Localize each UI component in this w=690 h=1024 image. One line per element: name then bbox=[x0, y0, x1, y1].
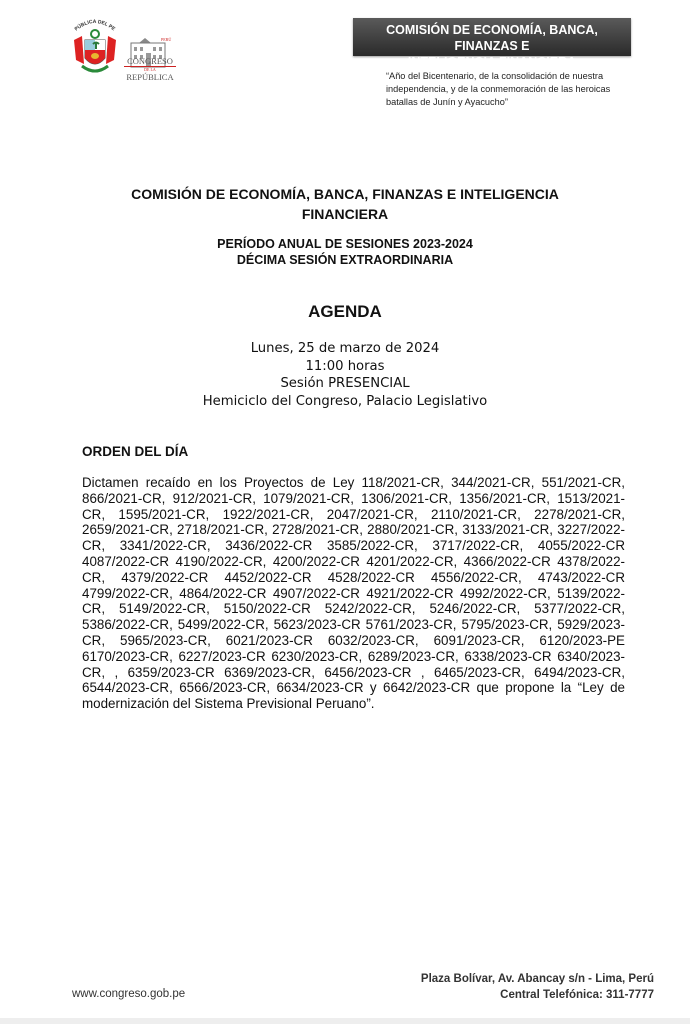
footer-website[interactable]: www.congreso.gob.pe bbox=[72, 988, 186, 1000]
motto-line: “Año del Bicentenario, de la consolidación de nuestra bbox=[386, 71, 604, 81]
paragraph-line: 4799/2022-CR, 4864/2022-CR 4907/2022-CR 4921/2022-CR 4992/2022-CR, 5139/2022- bbox=[82, 585, 625, 601]
banner-line: COMISIÓN DE ECONOMÍA, BANCA, FINANZAS E bbox=[386, 23, 598, 53]
logo-congreso-word: CONGRESO bbox=[124, 56, 176, 67]
year-motto bbox=[386, 70, 636, 109]
congreso-logo-text bbox=[124, 56, 176, 82]
paragraph-line: 4087/2022-CR 4190/2022-CR, 4200/2022-CR 4201/2022-CR, 4366/2022-CR 4378/2022- bbox=[82, 553, 625, 569]
footer-address: Plaza Bolívar, Av. Abancay s/n - Lima, Perú bbox=[420, 973, 654, 985]
session-label: DÉCIMA SESIÓN EXTRAORDINARIA bbox=[236, 253, 454, 267]
paragraph-line: CR, 4379/2022-CR 4452/2022-CR 4528/2022-CR 4556/2022-CR, 4743/2022-CR bbox=[82, 569, 625, 585]
title-line: COMISIÓN DE ECONOMÍA, BANCA, FINANZAS E INTELIGENCIA bbox=[131, 186, 559, 202]
paragraph-line: CR, 5965/2023-CR, 6021/2023-CR 6032/2023-CR, 6091/2023-CR, 6120/2023-PE bbox=[82, 632, 625, 648]
motto-line: independencia, y de la conmemoración de las heroicas bbox=[386, 84, 611, 94]
commission-banner bbox=[353, 18, 631, 69]
footer-phone: Central Telefónica: 311-7777 bbox=[500, 989, 654, 1001]
banner-line: INTELIGENCIA FINANCIERA bbox=[407, 55, 577, 69]
title-line: FINANCIERA bbox=[301, 206, 389, 222]
paragraph-line: 2659/2021-CR, 2718/2021-CR, 2728/2021-CR, 2880/2021-CR, 3133/2021-CR, 3227/2022- bbox=[82, 522, 625, 538]
logo-republica-word: REPÚBLICA bbox=[126, 72, 174, 82]
orden-del-dia-text bbox=[82, 475, 625, 712]
commission-title bbox=[0, 184, 690, 224]
paragraph-line: CR, 3341/2022-CR, 3436/2022-CR 3585/2022-CR, 3717/2022-CR, 4055/2022-CR bbox=[82, 538, 625, 554]
logo-dela-word: DE LA bbox=[144, 67, 156, 72]
session-mode: Sesión PRESENCIAL bbox=[280, 376, 410, 391]
logo-peru-word: PERÚ bbox=[161, 37, 172, 42]
session-place: Hemiciclo del Congreso, Palacio Legislativo bbox=[202, 393, 488, 409]
paragraph-line: 866/2021-CR, 912/2021-CR, 1079/2021-CR, 1306/2021-CR, 1356/2021-CR, 1513/2021- bbox=[82, 490, 625, 506]
page-bottom-edge bbox=[0, 1018, 690, 1024]
agenda-heading: AGENDA bbox=[308, 302, 382, 321]
paragraph-line: 6170/2023-CR, 6227/2023-CR 6230/2023-CR, 6289/2023-CR, 6338/2023-CR 6340/2023- bbox=[82, 648, 625, 664]
session-date: Lunes, 25 de marzo de 2024 bbox=[250, 341, 440, 356]
motto-line: batallas de Junín y Ayacucho” bbox=[386, 97, 508, 107]
shield-logo-text-path: PÚBLICA DEL PE bbox=[73, 18, 117, 33]
paragraph-line: CR, 5149/2022-CR, 5150/2022-CR 5242/2022-CR, 5246/2022-CR, 5377/2022-CR, bbox=[82, 601, 625, 617]
session-subtitle bbox=[0, 236, 690, 268]
orden-del-dia-heading: ORDEN DEL DÍA bbox=[82, 444, 189, 459]
paragraph-line: 5386/2022-CR, 5499/2022-CR, 5623/2023-CR 5761/2023-CR, 5795/2023-CR, 5929/2023- bbox=[82, 617, 625, 633]
session-info bbox=[0, 340, 690, 410]
paragraph-line: modernización del Sistema Previsional Peruano”. bbox=[82, 696, 375, 712]
peru-coat-of-arms-logo bbox=[70, 16, 120, 80]
paragraph-line: Dictamen recaído en los Proyectos de Ley 118/2021-CR, 344/2021-CR, 551/2021-CR, bbox=[82, 475, 625, 490]
paragraph-line: CR, 1595/2021-CR, 1922/2021-CR, 2047/2021-CR, 2110/2021-CR, 2278/2021-CR, bbox=[82, 506, 625, 522]
period-label: PERÍODO ANUAL DE SESIONES 2023-2024 bbox=[217, 237, 473, 251]
paragraph-line: CR, , 6359/2023-CR 6369/2023-CR, 6456/2023-CR , 6465/2023-CR, 6494/2023-CR, bbox=[82, 664, 625, 680]
paragraph-line: 6544/2023-CR, 6566/2023-CR, 6634/2023-CR y 6642/2023-CR que propone la “Ley de bbox=[82, 680, 625, 696]
session-time: 11:00 horas bbox=[305, 358, 385, 374]
footer-contact bbox=[421, 971, 654, 1003]
